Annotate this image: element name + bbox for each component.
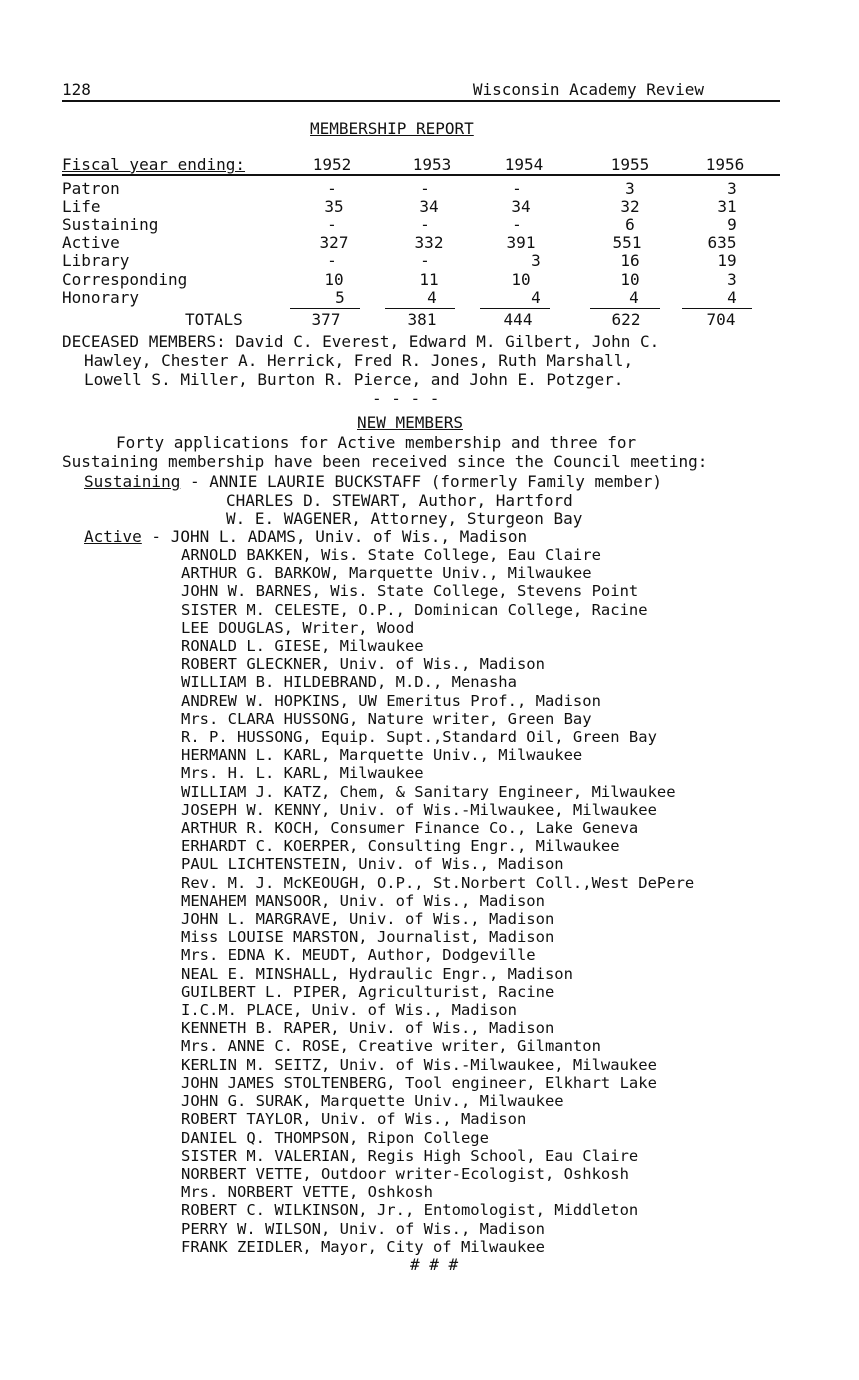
table-cell: - [327,215,337,234]
table-cell: - [420,179,430,198]
table-cell: 4 [629,288,639,307]
deceased-line-1: DECEASED MEMBERS: David C. Everest, Edward M. Gilbert, John C. [62,332,660,351]
list-item: RONALD L. GIESE, Milwaukee [181,637,424,656]
list-item: MENAHEM MANSOOR, Univ. of Wis., Madison [181,891,545,910]
list-item: PAUL LICHTENSTEIN, Univ. of Wis., Madison [181,855,564,874]
table-cell: 19 [717,251,737,270]
row-label-active: Active [62,233,120,252]
table-cell: 3 [531,251,541,270]
list-item: ERHARDT C. KOERPER, Consulting Engr., Milwaukee [181,837,620,856]
list-item: ARNOLD BAKKEN, Wis. State College, Eau Claire [181,546,601,564]
list-item: JOHN JAMES STOLTENBERG, Tool engineer, Elkhart Lake [181,1073,657,1092]
end-mark: # # # [410,1255,459,1274]
row-label-sustaining: Sustaining [62,215,159,234]
table-cell: 635 [707,233,737,252]
table-cell: 3 [625,179,635,198]
sustaining-member: CHARLES D. STEWART, Author, Hartford [226,491,573,510]
list-item: KENNETH B. RAPER, Univ. of Wis., Madison [181,1019,555,1038]
table-cell: - [327,179,337,198]
table-cell: 3 [727,270,737,289]
table-cell: 6 [625,215,635,234]
list-item: PERRY W. WILSON, Univ. of Wis., Madison [181,1219,545,1238]
list-item: JOHN G. SURAK, Marquette Univ., Milwaukee [181,1092,564,1111]
table-cell: 3 [727,179,737,198]
table-row-header: Fiscal year ending: [62,155,246,174]
active-first-line [84,528,527,546]
total-cell: 622 [611,310,641,329]
list-item: NORBERT VETTE, Outdoor writer-Ecologist, Oshkosh [181,1164,629,1183]
table-cell: 4 [531,288,541,307]
sustaining-label: Sustaining [84,472,181,491]
list-item: Mrs. H. L. KARL, Milwaukee [181,764,424,783]
active-members-list [181,546,694,1256]
table-cell: 34 [511,197,531,216]
list-item: ARTHUR G. BARKOW, Marquette Univ., Milwaukee [181,564,592,583]
list-item: SISTER M. VALERIAN, Regis High School, Eau Claire [181,1146,639,1165]
year-header-1955: 1955 [610,155,650,174]
list-item: DANIEL Q. THOMPSON, Ripon College [181,1128,489,1147]
table-cell: 35 [324,197,344,216]
table-cell: 10 [511,270,531,289]
total-cell: 381 [407,310,437,329]
list-item: JOHN L. MARGRAVE, Univ. of Wis., Madison [181,910,555,929]
list-item: ROBERT TAYLOR, Univ. of Wis., Madison [181,1110,527,1129]
section-separator: - - - - [372,389,440,408]
list-item: LEE DOUGLAS, Writer, Wood [181,618,415,637]
total-cell: 377 [311,310,341,329]
table-cell: 11 [419,270,439,289]
active-label: Active [84,527,142,546]
sum-rule [480,308,550,309]
row-label-library: Library [62,251,130,270]
total-cell: 704 [706,310,736,329]
list-item: Mrs. NORBERT VETTE, Oshkosh [181,1183,433,1202]
list-item: GUILBERT L. PIPER, Agriculturist, Racine [181,982,555,1001]
list-item: NEAL E. MINSHALL, Hydraulic Engr., Madison [181,964,573,983]
row-label-patron: Patron [62,179,120,198]
table-cell: 32 [620,197,640,216]
list-item: ARTHUR R. KOCH, Consumer Finance Co., Lake Geneva [181,819,639,838]
row-label-life: Life [62,197,101,216]
row-label-honorary: Honorary [62,288,140,307]
table-header-rule [62,174,780,176]
table-cell: 391 [506,233,536,252]
table-cell: 4 [727,288,737,307]
new-members-heading: NEW MEMBERS [357,413,463,432]
list-item: Mrs. ANNE C. ROSE, Creative writer, Gilmanton [181,1037,601,1056]
sustaining-first-line [84,473,662,491]
list-item: ROBERT GLECKNER, Univ. of Wis., Madison [181,655,545,674]
total-cell: 444 [503,310,533,329]
sum-rule [590,308,660,309]
table-cell: 9 [727,215,737,234]
list-item: R. P. HUSSONG, Equip. Supt.,Standard Oil, Green Bay [181,728,657,747]
table-cell: 332 [414,233,444,252]
list-item: FRANK ZEIDLER, Mayor, City of Milwaukee [181,1237,545,1256]
year-header-1953: 1953 [412,155,452,174]
sustaining-member: W. E. WAGENER, Attorney, Sturgeon Bay [226,509,583,528]
active-first-member: - JOHN L. ADAMS, Univ. of Wis., Madison [141,527,528,546]
year-header-1952: 1952 [312,155,352,174]
table-cell: - [512,179,522,198]
list-item: Mrs. EDNA K. MEUDT, Author, Dodgeville [181,946,536,965]
running-title: Wisconsin Academy Review [472,80,704,99]
list-item: KERLIN M. SEITZ, Univ. of Wis.-Milwaukee, Milwaukee [181,1055,657,1074]
sum-rule [682,308,752,309]
table-cell: 31 [717,197,737,216]
page-number: 128 [62,80,91,99]
row-label-corresponding: Corresponding [62,270,188,289]
list-item: JOSEPH W. KENNY, Univ. of Wis.-Milwaukee, Milwaukee [181,800,657,819]
list-item: ANDREW W. HOPKINS, UW Emeritus Prof., Madison [181,691,601,710]
year-header-1956: 1956 [705,155,745,174]
table-cell: - [512,215,522,234]
table-cell: - [420,215,430,234]
table-cell: 551 [612,233,642,252]
deceased-line-3: Lowell S. Miller, Burton R. Pierce, and John E. Potzger. [84,370,624,389]
table-cell: 10 [324,270,344,289]
table-cell: 327 [319,233,349,252]
sum-rule [385,308,455,309]
list-item: Miss LOUISE MARSTON, Journalist, Madison [181,928,555,947]
list-item: SISTER M. CELESTE, O.P., Dominican College, Racine [181,600,648,619]
new-members-intro-1: Forty applications for Active membership and three for [116,433,637,452]
table-cell: 10 [620,270,640,289]
table-cell: 5 [335,288,345,307]
table-cell: 4 [427,288,437,307]
list-item: Mrs. CLARA HUSSONG, Nature writer, Green Bay [181,709,592,728]
list-item: ROBERT C. WILKINSON, Jr., Entomologist, Middleton [181,1201,639,1220]
list-item: Rev. M. J. McKEOUGH, O.P., St.Norbert Coll.,West DePere [181,873,695,892]
year-header-1954: 1954 [504,155,544,174]
new-members-intro-2: Sustaining membership have been received since the Council meeting: [62,452,708,471]
table-cell: 34 [419,197,439,216]
report-title: MEMBERSHIP REPORT [310,119,474,138]
list-item: I.C.M. PLACE, Univ. of Wis., Madison [181,1001,517,1020]
totals-label: TOTALS [185,310,243,329]
table-cell: - [420,251,430,270]
deceased-line-2: Hawley, Chester A. Herrick, Fred R. Jones, Ruth Marshall, [84,351,634,370]
page-header [62,80,780,102]
list-item: WILLIAM J. KATZ, Chem, & Sanitary Engineer, Milwaukee [181,782,676,801]
list-item: HERMANN L. KARL, Marquette Univ., Milwaukee [181,746,583,765]
list-item: JOHN W. BARNES, Wis. State College, Stevens Point [181,582,639,601]
sum-rule [290,308,360,309]
list-item: WILLIAM B. HILDEBRAND, M.D., Menasha [181,673,517,692]
table-cell: 16 [620,251,640,270]
table-cell: - [327,251,337,270]
sustaining-first-member: - ANNIE LAURIE BUCKSTAFF (formerly Family member) [180,472,662,491]
